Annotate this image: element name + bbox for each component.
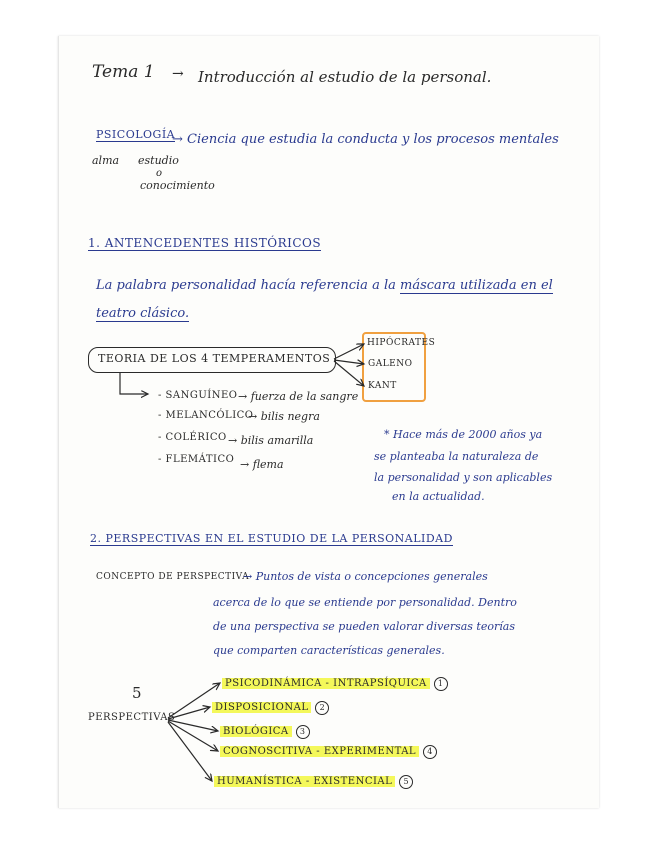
- perspective-num-2: 2: [315, 701, 329, 715]
- title-tema: Tema 1: [92, 62, 155, 82]
- section1-para-line2: teatro clásico.: [96, 306, 190, 321]
- concept-line-2: acerca de lo que se entiende por personalidad. Dentro: [213, 596, 517, 609]
- section1-heading: 1. ANTENCEDENTES HISTÓRICOS: [88, 236, 322, 250]
- temperament-sanguineo-link: → fuerza de la sangre: [238, 390, 359, 403]
- concept-line-4: que comparten características generales.: [213, 644, 445, 657]
- psicologia-definition: → Ciencia que estudia la conducta y los procesos mentales: [172, 132, 559, 147]
- concept-line-1: → Puntos de vista o concepciones generales: [243, 570, 488, 583]
- perspective-num-4: 4: [423, 745, 437, 759]
- title-text: Introducción al estudio de la personal.: [198, 68, 492, 86]
- perspective-label-1: PSICODINÁMICA - INTRAPSÍQUICA: [222, 678, 430, 689]
- teoria-label: TEORIA DE LOS 4 TEMPERAMENTOS: [98, 352, 331, 365]
- arrow-to-hipocrates: [334, 344, 364, 359]
- section2-heading: 2. PERSPECTIVAS EN EL ESTUDIO DE LA PERSONALIDAD: [90, 532, 453, 545]
- arrow-to-galeno: [334, 360, 364, 364]
- etymology-o: o: [156, 168, 163, 179]
- note-line-3: la personalidad y son aplicables: [374, 471, 553, 484]
- perspectivas-label: PERSPECTIVAS: [88, 712, 176, 723]
- note-line-2: se planteaba la naturaleza de: [374, 450, 539, 463]
- author-kant: KANT: [368, 381, 397, 391]
- temperament-melancolico-link: → bilis negra: [248, 410, 320, 423]
- perspective-num-5: 5: [399, 775, 413, 789]
- author-galeno: GALENO: [368, 359, 413, 369]
- perspectivas-count: 5: [132, 684, 142, 702]
- arrow-to-perspective-5: [168, 722, 212, 781]
- para-underlined: máscara utilizada en el: [400, 278, 553, 293]
- temperament-colerico-link: → bilis amarilla: [228, 434, 314, 447]
- arrow-to-kant: [334, 361, 364, 386]
- author-hipocrates: HIPÓCRATES: [367, 338, 436, 348]
- perspective-num-1: 1: [434, 677, 448, 691]
- note-line-4: en la actualidad.: [392, 490, 485, 503]
- etymology-conocimiento: conocimiento: [140, 179, 215, 192]
- note-line-1: * Hace más de 2000 años ya: [384, 428, 543, 441]
- temperament-flematico-link: → flema: [240, 458, 284, 471]
- arrow-to-perspective-2: [168, 707, 210, 719]
- arrow-to-temperaments: [120, 373, 148, 394]
- para-plain: La palabra personalidad hacía referencia a la: [96, 278, 396, 293]
- perspective-label-4: COGNOSCITIVA - EXPERIMENTAL: [220, 746, 419, 757]
- etymology-alma: alma: [92, 154, 120, 167]
- perspective-num-3: 3: [296, 725, 310, 739]
- arrow-to-perspective-1: [168, 683, 220, 718]
- temperament-sanguineo: - SANGUÍNEO: [158, 390, 238, 401]
- concept-line-3: de una perspectiva se pueden valorar diversas teorías: [213, 620, 515, 633]
- temperament-colerico: - COLÉRICO: [158, 432, 227, 443]
- perspective-label-2: DISPOSICIONAL: [212, 702, 311, 713]
- temperament-flematico: - FLEMÁTICO: [158, 454, 235, 465]
- perspective-label-3: BIOLÓGICA: [220, 726, 292, 737]
- etymology-estudio: estudio: [138, 154, 179, 167]
- perspective-label-5: HUMANÍSTICA - EXISTENCIAL: [214, 776, 395, 787]
- psicologia-term: PSICOLOGÍA: [96, 128, 176, 141]
- title-arrow: →: [172, 66, 184, 82]
- temperament-melancolico: - MELANCÓLICO: [158, 410, 254, 421]
- concept-label: CONCEPTO DE PERSPECTIVA: [96, 572, 250, 582]
